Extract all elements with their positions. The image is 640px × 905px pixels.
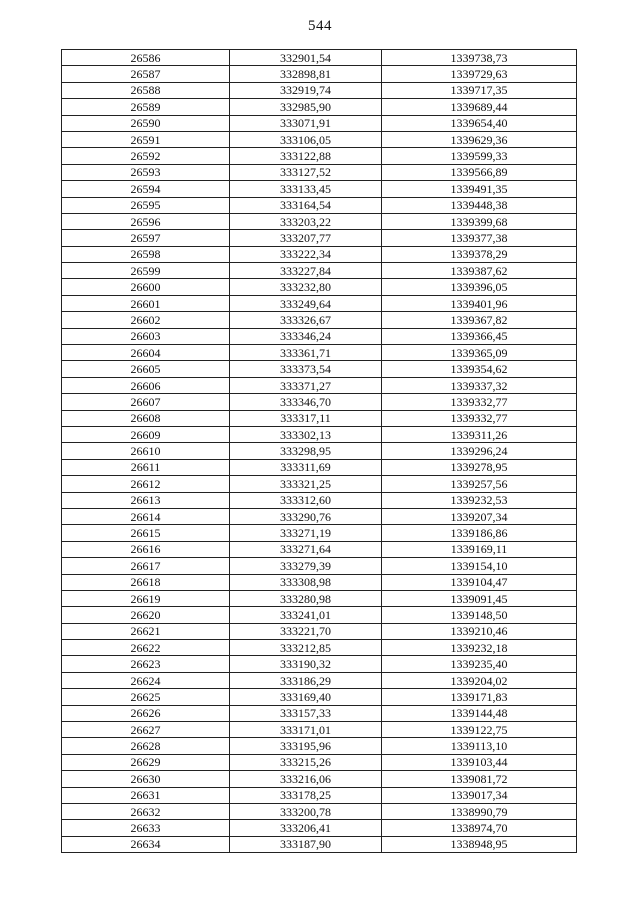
x-coordinate-cell: 332985,90 bbox=[230, 99, 382, 115]
point-number-cell: 26631 bbox=[62, 787, 230, 803]
point-number-cell: 26593 bbox=[62, 164, 230, 180]
point-number-cell: 26605 bbox=[62, 361, 230, 377]
x-coordinate-cell: 332919,74 bbox=[230, 82, 382, 98]
point-number-cell: 26627 bbox=[62, 722, 230, 738]
y-coordinate-cell: 1339017,34 bbox=[382, 787, 577, 803]
y-coordinate-cell: 1338948,95 bbox=[382, 836, 577, 852]
y-coordinate-cell: 1339169,11 bbox=[382, 541, 577, 557]
y-coordinate-cell: 1339232,53 bbox=[382, 492, 577, 508]
table-row bbox=[62, 328, 577, 344]
table-row bbox=[62, 443, 577, 459]
x-coordinate-cell: 333127,52 bbox=[230, 164, 382, 180]
y-coordinate-cell: 1339103,44 bbox=[382, 754, 577, 770]
y-coordinate-cell: 1339144,48 bbox=[382, 705, 577, 721]
table-row bbox=[62, 394, 577, 410]
x-coordinate-cell: 332898,81 bbox=[230, 66, 382, 82]
table-row bbox=[62, 525, 577, 541]
x-coordinate-cell: 333241,01 bbox=[230, 607, 382, 623]
table-row bbox=[62, 705, 577, 721]
table-row bbox=[62, 131, 577, 147]
y-coordinate-cell: 1339332,77 bbox=[382, 410, 577, 426]
x-coordinate-cell: 333271,19 bbox=[230, 525, 382, 541]
point-number-cell: 26625 bbox=[62, 689, 230, 705]
y-coordinate-cell: 1339566,89 bbox=[382, 164, 577, 180]
x-coordinate-cell: 333190,32 bbox=[230, 656, 382, 672]
point-number-cell: 26615 bbox=[62, 525, 230, 541]
table-row bbox=[62, 230, 577, 246]
table-row bbox=[62, 771, 577, 787]
y-coordinate-cell: 1339104,47 bbox=[382, 574, 577, 590]
y-coordinate-cell: 1339491,35 bbox=[382, 181, 577, 197]
point-number-cell: 26621 bbox=[62, 623, 230, 639]
y-coordinate-cell: 1339354,62 bbox=[382, 361, 577, 377]
table-row bbox=[62, 820, 577, 836]
y-coordinate-cell: 1339366,45 bbox=[382, 328, 577, 344]
x-coordinate-cell: 333203,22 bbox=[230, 213, 382, 229]
y-coordinate-cell: 1339332,77 bbox=[382, 394, 577, 410]
point-number-cell: 26630 bbox=[62, 771, 230, 787]
y-coordinate-cell: 1339122,75 bbox=[382, 722, 577, 738]
y-coordinate-cell: 1339081,72 bbox=[382, 771, 577, 787]
table-row bbox=[62, 623, 577, 639]
table-row bbox=[62, 738, 577, 754]
point-number-cell: 26607 bbox=[62, 394, 230, 410]
point-number-cell: 26588 bbox=[62, 82, 230, 98]
table-row bbox=[62, 263, 577, 279]
table-row bbox=[62, 803, 577, 819]
y-coordinate-cell: 1339204,02 bbox=[382, 672, 577, 688]
x-coordinate-cell: 333271,64 bbox=[230, 541, 382, 557]
point-number-cell: 26633 bbox=[62, 820, 230, 836]
y-coordinate-cell: 1339148,50 bbox=[382, 607, 577, 623]
y-coordinate-cell: 1339629,36 bbox=[382, 131, 577, 147]
x-coordinate-cell: 333122,88 bbox=[230, 148, 382, 164]
page-number: 544 bbox=[308, 18, 332, 34]
point-number-cell: 26616 bbox=[62, 541, 230, 557]
table-row bbox=[62, 836, 577, 852]
table-row bbox=[62, 574, 577, 590]
point-number-cell: 26623 bbox=[62, 656, 230, 672]
table-row bbox=[62, 607, 577, 623]
point-number-cell: 26606 bbox=[62, 377, 230, 393]
x-coordinate-cell: 332901,54 bbox=[230, 50, 382, 66]
table-row bbox=[62, 99, 577, 115]
table-row bbox=[62, 508, 577, 524]
y-coordinate-cell: 1339296,24 bbox=[382, 443, 577, 459]
point-number-cell: 26608 bbox=[62, 410, 230, 426]
x-coordinate-cell: 333279,39 bbox=[230, 558, 382, 574]
table-row bbox=[62, 164, 577, 180]
y-coordinate-cell: 1339689,44 bbox=[382, 99, 577, 115]
x-coordinate-cell: 333311,69 bbox=[230, 459, 382, 475]
x-coordinate-cell: 333371,27 bbox=[230, 377, 382, 393]
point-number-cell: 26600 bbox=[62, 279, 230, 295]
x-coordinate-cell: 333200,78 bbox=[230, 803, 382, 819]
y-coordinate-cell: 1339113,10 bbox=[382, 738, 577, 754]
x-coordinate-cell: 333195,96 bbox=[230, 738, 382, 754]
y-coordinate-cell: 1339207,34 bbox=[382, 508, 577, 524]
y-coordinate-cell: 1339232,18 bbox=[382, 640, 577, 656]
y-coordinate-cell: 1338990,79 bbox=[382, 803, 577, 819]
x-coordinate-cell: 333157,33 bbox=[230, 705, 382, 721]
point-number-cell: 26609 bbox=[62, 426, 230, 442]
x-coordinate-cell: 333326,67 bbox=[230, 312, 382, 328]
y-coordinate-cell: 1339091,45 bbox=[382, 590, 577, 606]
table-row bbox=[62, 295, 577, 311]
table-row bbox=[62, 312, 577, 328]
point-number-cell: 26596 bbox=[62, 213, 230, 229]
table-row bbox=[62, 754, 577, 770]
y-coordinate-cell: 1339171,83 bbox=[382, 689, 577, 705]
point-number-cell: 26602 bbox=[62, 312, 230, 328]
x-coordinate-cell: 333312,60 bbox=[230, 492, 382, 508]
point-number-cell: 26617 bbox=[62, 558, 230, 574]
table-row bbox=[62, 476, 577, 492]
x-coordinate-cell: 333317,11 bbox=[230, 410, 382, 426]
point-number-cell: 26601 bbox=[62, 295, 230, 311]
point-number-cell: 26590 bbox=[62, 115, 230, 131]
x-coordinate-cell: 333206,41 bbox=[230, 820, 382, 836]
x-coordinate-cell: 333308,98 bbox=[230, 574, 382, 590]
table-row bbox=[62, 459, 577, 475]
point-number-cell: 26604 bbox=[62, 345, 230, 361]
point-number-cell: 26619 bbox=[62, 590, 230, 606]
x-coordinate-cell: 333221,70 bbox=[230, 623, 382, 639]
y-coordinate-cell: 1339401,96 bbox=[382, 295, 577, 311]
table-row bbox=[62, 722, 577, 738]
table-row bbox=[62, 410, 577, 426]
x-coordinate-cell: 333071,91 bbox=[230, 115, 382, 131]
table-row bbox=[62, 361, 577, 377]
point-number-cell: 26598 bbox=[62, 246, 230, 262]
table-row bbox=[62, 148, 577, 164]
y-coordinate-cell: 1339337,32 bbox=[382, 377, 577, 393]
y-coordinate-cell: 1339210,46 bbox=[382, 623, 577, 639]
x-coordinate-cell: 333227,84 bbox=[230, 263, 382, 279]
coordinates-table-body bbox=[62, 50, 577, 853]
table-row bbox=[62, 492, 577, 508]
table-row bbox=[62, 66, 577, 82]
table-row bbox=[62, 558, 577, 574]
point-number-cell: 26595 bbox=[62, 197, 230, 213]
table-row bbox=[62, 656, 577, 672]
x-coordinate-cell: 333302,13 bbox=[230, 426, 382, 442]
x-coordinate-cell: 333373,54 bbox=[230, 361, 382, 377]
table-row bbox=[62, 345, 577, 361]
point-number-cell: 26614 bbox=[62, 508, 230, 524]
table-row bbox=[62, 689, 577, 705]
table-row bbox=[62, 541, 577, 557]
x-coordinate-cell: 333222,34 bbox=[230, 246, 382, 262]
x-coordinate-cell: 333106,05 bbox=[230, 131, 382, 147]
x-coordinate-cell: 333133,45 bbox=[230, 181, 382, 197]
x-coordinate-cell: 333249,64 bbox=[230, 295, 382, 311]
point-number-cell: 26624 bbox=[62, 672, 230, 688]
table-row bbox=[62, 213, 577, 229]
x-coordinate-cell: 333346,70 bbox=[230, 394, 382, 410]
point-number-cell: 26599 bbox=[62, 263, 230, 279]
point-number-cell: 26610 bbox=[62, 443, 230, 459]
x-coordinate-cell: 333178,25 bbox=[230, 787, 382, 803]
table-row bbox=[62, 672, 577, 688]
table-row bbox=[62, 82, 577, 98]
y-coordinate-cell: 1339396,05 bbox=[382, 279, 577, 295]
point-number-cell: 26591 bbox=[62, 131, 230, 147]
point-number-cell: 26597 bbox=[62, 230, 230, 246]
point-number-cell: 26587 bbox=[62, 66, 230, 82]
point-number-cell: 26589 bbox=[62, 99, 230, 115]
point-number-cell: 26618 bbox=[62, 574, 230, 590]
table-row bbox=[62, 590, 577, 606]
x-coordinate-cell: 333215,26 bbox=[230, 754, 382, 770]
x-coordinate-cell: 333212,85 bbox=[230, 640, 382, 656]
point-number-cell: 26620 bbox=[62, 607, 230, 623]
table-row bbox=[62, 377, 577, 393]
x-coordinate-cell: 333298,95 bbox=[230, 443, 382, 459]
x-coordinate-cell: 333232,80 bbox=[230, 279, 382, 295]
table-row bbox=[62, 246, 577, 262]
point-number-cell: 26629 bbox=[62, 754, 230, 770]
y-coordinate-cell: 1339717,35 bbox=[382, 82, 577, 98]
point-number-cell: 26628 bbox=[62, 738, 230, 754]
table-row bbox=[62, 197, 577, 213]
point-number-cell: 26594 bbox=[62, 181, 230, 197]
y-coordinate-cell: 1338974,70 bbox=[382, 820, 577, 836]
y-coordinate-cell: 1339154,10 bbox=[382, 558, 577, 574]
point-number-cell: 26586 bbox=[62, 50, 230, 66]
x-coordinate-cell: 333280,98 bbox=[230, 590, 382, 606]
y-coordinate-cell: 1339186,86 bbox=[382, 525, 577, 541]
y-coordinate-cell: 1339738,73 bbox=[382, 50, 577, 66]
x-coordinate-cell: 333361,71 bbox=[230, 345, 382, 361]
point-number-cell: 26612 bbox=[62, 476, 230, 492]
table-row bbox=[62, 640, 577, 656]
point-number-cell: 26603 bbox=[62, 328, 230, 344]
x-coordinate-cell: 333321,25 bbox=[230, 476, 382, 492]
y-coordinate-cell: 1339365,09 bbox=[382, 345, 577, 361]
x-coordinate-cell: 333171,01 bbox=[230, 722, 382, 738]
y-coordinate-cell: 1339599,33 bbox=[382, 148, 577, 164]
table-row bbox=[62, 50, 577, 66]
y-coordinate-cell: 1339278,95 bbox=[382, 459, 577, 475]
x-coordinate-cell: 333186,29 bbox=[230, 672, 382, 688]
y-coordinate-cell: 1339448,38 bbox=[382, 197, 577, 213]
x-coordinate-cell: 333290,76 bbox=[230, 508, 382, 524]
y-coordinate-cell: 1339311,26 bbox=[382, 426, 577, 442]
table-row bbox=[62, 279, 577, 295]
y-coordinate-cell: 1339399,68 bbox=[382, 213, 577, 229]
table-row bbox=[62, 115, 577, 131]
y-coordinate-cell: 1339387,62 bbox=[382, 263, 577, 279]
y-coordinate-cell: 1339367,82 bbox=[382, 312, 577, 328]
point-number-cell: 26613 bbox=[62, 492, 230, 508]
table-row bbox=[62, 426, 577, 442]
y-coordinate-cell: 1339377,38 bbox=[382, 230, 577, 246]
coordinates-table bbox=[61, 49, 577, 853]
x-coordinate-cell: 333207,77 bbox=[230, 230, 382, 246]
point-number-cell: 26611 bbox=[62, 459, 230, 475]
point-number-cell: 26622 bbox=[62, 640, 230, 656]
table-row bbox=[62, 787, 577, 803]
table-row bbox=[62, 181, 577, 197]
x-coordinate-cell: 333346,24 bbox=[230, 328, 382, 344]
point-number-cell: 26632 bbox=[62, 803, 230, 819]
x-coordinate-cell: 333169,40 bbox=[230, 689, 382, 705]
point-number-cell: 26626 bbox=[62, 705, 230, 721]
y-coordinate-cell: 1339729,63 bbox=[382, 66, 577, 82]
x-coordinate-cell: 333164,54 bbox=[230, 197, 382, 213]
y-coordinate-cell: 1339257,56 bbox=[382, 476, 577, 492]
point-number-cell: 26634 bbox=[62, 836, 230, 852]
y-coordinate-cell: 1339654,40 bbox=[382, 115, 577, 131]
y-coordinate-cell: 1339378,29 bbox=[382, 246, 577, 262]
x-coordinate-cell: 333216,06 bbox=[230, 771, 382, 787]
x-coordinate-cell: 333187,90 bbox=[230, 836, 382, 852]
point-number-cell: 26592 bbox=[62, 148, 230, 164]
y-coordinate-cell: 1339235,40 bbox=[382, 656, 577, 672]
